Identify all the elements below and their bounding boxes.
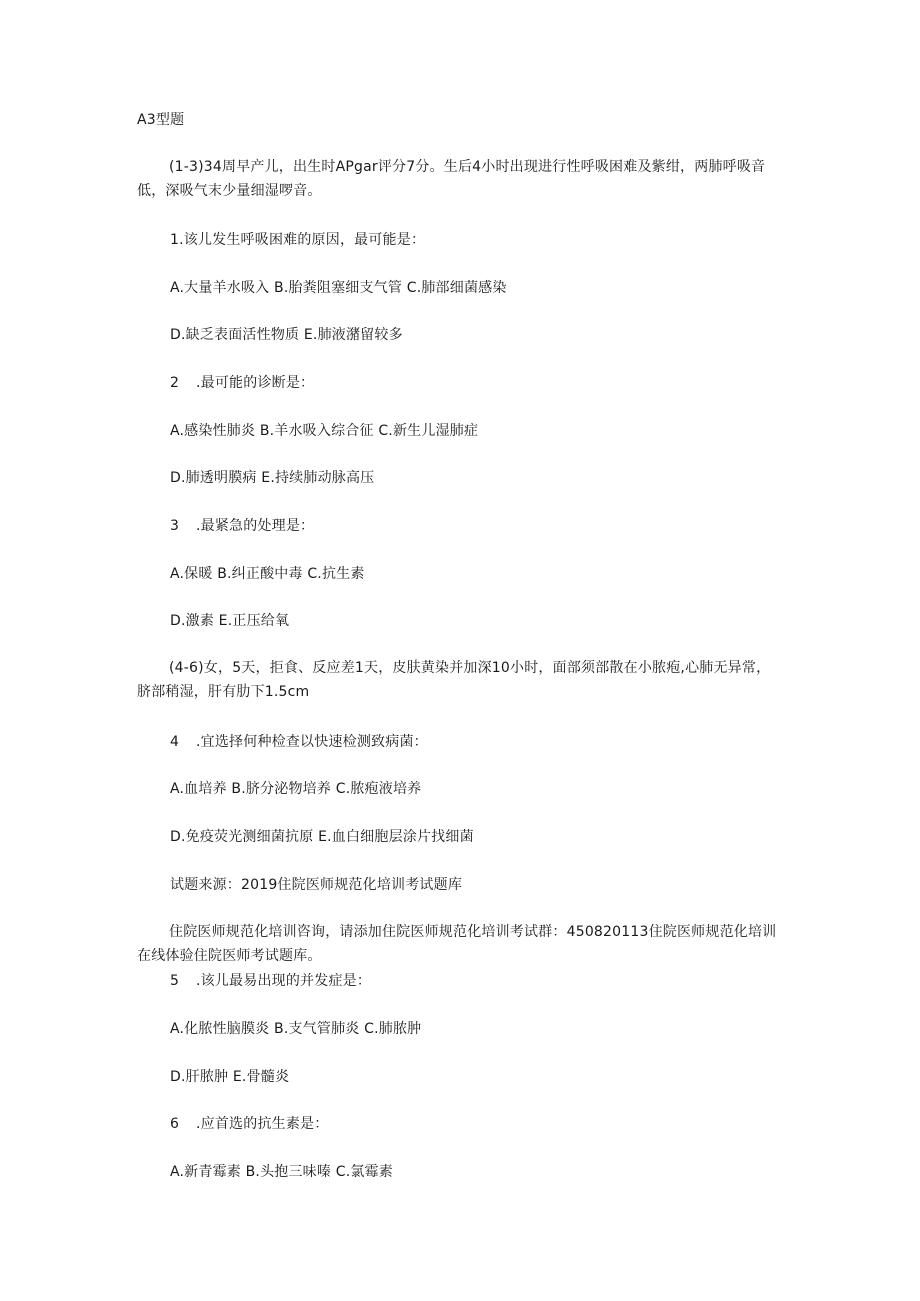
question-3-options-a: A.保暖 B.纠正酸中毒 C.抗生素 (170, 566, 365, 582)
question-5 (170, 970, 371, 992)
question-2 (170, 372, 314, 394)
question-2-options-a: A.感染性肺炎 B.羊水吸入综合征 C.新生儿湿肺症 (170, 423, 479, 439)
question-1-options-a: A.大量羊水吸入 B.胎粪阻塞细支气管 C.肺部细菌感染 (170, 280, 507, 296)
question-4-number: 4 (170, 734, 180, 750)
case-1-description: (1-3)34周早产儿，出生时APgar评分7分。生后4小时出现进行性呼吸困难及紫绀，两肺呼吸音低，深吸气末少量细湿啰音。 (137, 159, 766, 199)
question-1-options-b: D.缺乏表面活性物质 E.肺液潴留较多 (170, 327, 403, 343)
question-1: 1.该儿发生呼吸困难的原因，最可能是： (170, 232, 426, 248)
source-note: 试题来源：2019住院医师规范化培训考试题库 (170, 877, 463, 893)
question-5-text: .该儿最易出现的并发症是： (196, 973, 372, 989)
question-2-text: .最可能的诊断是： (196, 375, 315, 391)
question-3-options-b: D.激素 E.正压给氧 (170, 613, 290, 629)
question-4 (170, 731, 428, 753)
question-3 (170, 515, 314, 537)
case-2-description: (4-6)女，5天，拒食、反应差1天，皮肤黄染并加深10小时，面部须部散在小脓疱,心肺无异常，脐部稍湿，肝有肋下1.5cm (137, 660, 771, 700)
question-3-text: .最紧急的处理是： (196, 518, 315, 534)
question-2-number: 2 (170, 375, 180, 391)
question-6-text: .应首选的抗生素是： (196, 1116, 329, 1132)
question-4-text: .宜选择何种检查以快速检测致病菌： (196, 734, 428, 750)
question-6-number: 6 (170, 1116, 180, 1132)
question-6-options-a: A.新青霉素 B.头抱三味嗪 C.氯霉素 (170, 1164, 393, 1180)
question-4-options-b: D.免疫荧光测细菌抗原 E.血白细胞层涂片找细菌 (170, 829, 474, 845)
question-4-options-a: A.血培养 B.脐分泌物培养 C.脓疱液培养 (170, 781, 422, 797)
question-5-options-b: D.肝脓肿 E.骨髓炎 (170, 1069, 290, 1085)
question-5-options-a: A.化脓性脑膜炎 B.支气管肺炎 C.肺脓肿 (170, 1021, 422, 1037)
question-5-number: 5 (170, 973, 180, 989)
question-2-options-b: D.肺透明膜病 E.持续肺动脉高压 (170, 470, 375, 486)
consult-note: 住院医师规范化培训咨询，请添加住院医师规范化培训考试群：450820113住院医师规范化培训在线体验住院医师考试题库。 (137, 924, 777, 964)
question-3-number: 3 (170, 518, 180, 534)
question-6 (170, 1113, 328, 1135)
section-heading: A3型题 (137, 112, 185, 128)
